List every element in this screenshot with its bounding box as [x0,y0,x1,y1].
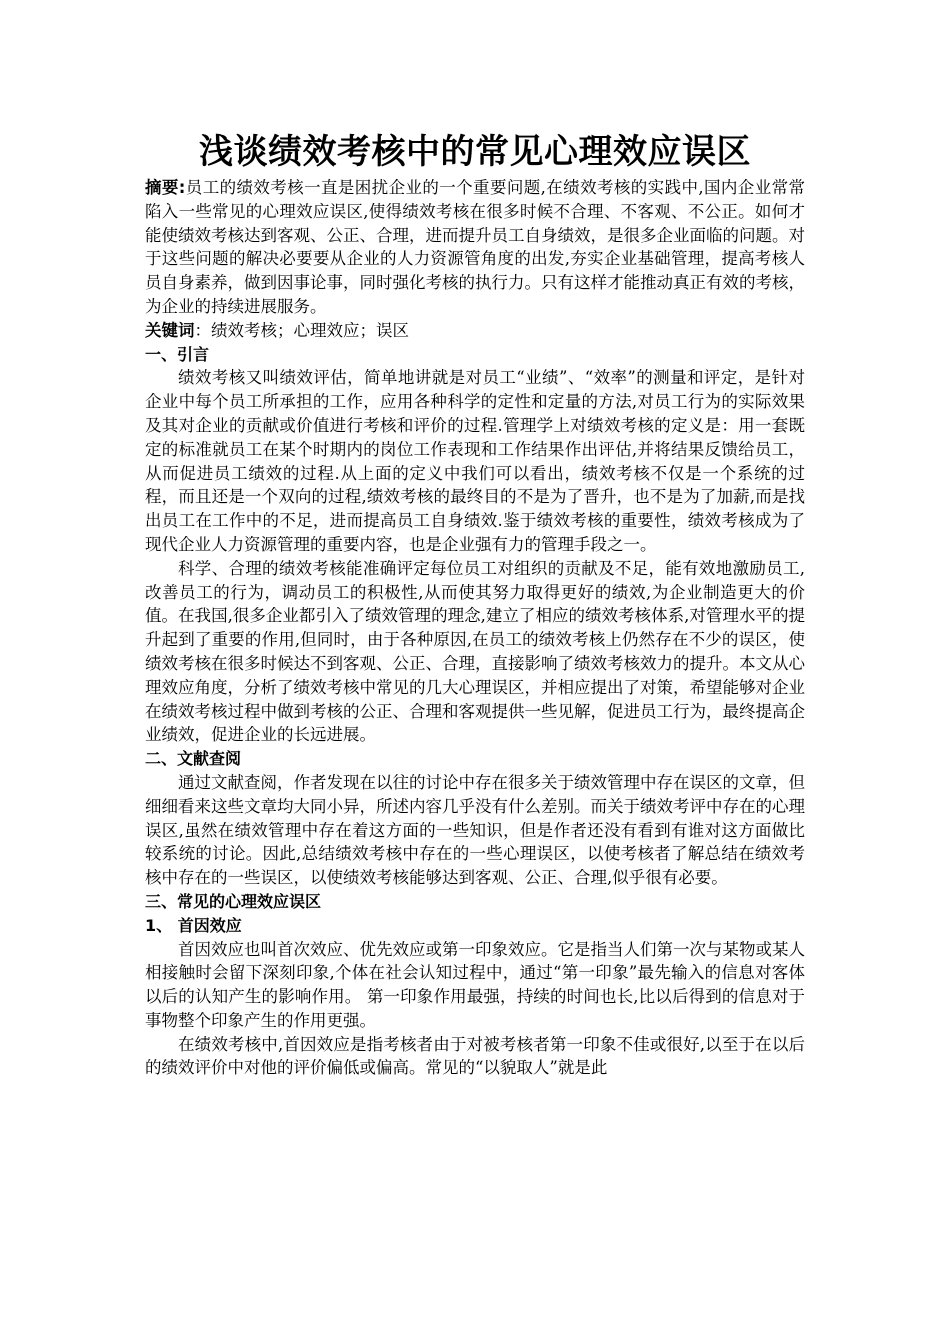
section-heading-common-errors: 三、常见的心理效应误区 [145,891,322,911]
abstract-label: 摘要 [145,178,179,197]
body-paragraph: 首因效应也叫首次效应、优先效应或第一印象效应。它是指当人们第一次与某物或某人相接触时会留下深刻印象,个体在社会认知过程中，通过“第一印象”最先输入的信息对客体以后的认知产生的影响作用。 第一印象作用最强，持续的时间也长,比以后得到的信息对于事物整个印象产生的作用更强。 [145,939,805,1030]
abstract-paragraph [145,176,805,319]
document-page [145,128,805,1328]
body-paragraph: 科学、合理的绩效考核能准确评定每位员工对组织的贡献及不足，能有效地激励员工,改善员工的行为，调动员工的积极性,从而使其努力取得更好的绩效,为企业制造更大的价值。在我国,很多企业都引入了绩效管理的理念,建立了相应的绩效考核体系,对管理水平的提升起到了重要的作用,但同时，由于各种原因,在员工的绩效考核上仍然存在不少的误区，使绩效考核在很多时候达不到客观、公正、合理，直接影响了绩效考核效力的提升。本文从心理效应角度，分析了绩效考核中常见的几大心理误区，并相应提出了对策，希望能够对企业在绩效考核过程中做到考核的公正、合理和客观提供一些见解，促进员工行为，最终提高企业绩效，促进企业的长远进展。 [145,558,805,745]
keywords-text: 绩效考核；心理效应；误区 [211,320,409,340]
body-paragraph: 绩效考核又叫绩效评估，简单地讲就是对员工“业绩”、“效率”的测量和评定，是针对企业中每个员工所承担的工作，应用各种科学的定性和定量的方法,对员工行为的实际效果及其对企业的贡献或价值进行考核和评价的过程.管理学上对绩效考核的定义是：用一套既定的标准就员工在某个时期内的岗位工作表现和工作结果作出评估,并将结果反馈给员工，从而促进员工绩效的过程.从上面的定义中我们可以看出，绩效考核不仅是一个系统的过程，而且还是一个双向的过程,绩效考核的最终目的不是为了晋升，也不是为了加薪,而是找出员工在工作中的不足，进而提高员工自身绩效.鉴于绩效考核的重要性，绩效考核成为了现代企业人力资源管理的重要内容，也是企业强有力的管理手段之一。 [145,368,805,554]
keywords-paragraph [145,319,805,343]
abstract-text: 员工的绩效考核一直是困扰企业的一个重要问题,在绩效考核的实践中,国内企业常常陷入一些常见的心理效应误区,使得绩效考核在很多时候不合理、不客观、不公正。如何才能使绩效考核达到客观、公正、合理，进而提升员工自身绩效，是很多企业面临的问题。对于这些问题的解决必要要从企业的人力资源管角度的出发,夯实企业基础管理，提高考核人员自身素养，做到因事论事，同时强化考核的执行力。只有这样才能推动真正有效的考核，为企业的持续进展服务。 [145,178,805,316]
subsection-heading-primacy-effect: 1、 首因效应 [145,915,242,935]
section-heading-literature: 二、文献查阅 [145,749,242,769]
keywords-separator: ： [194,320,211,340]
section-heading-introduction: 一、引言 [145,344,210,364]
keywords-label: 关键词 [145,320,195,340]
body-paragraph: 通过文献查阅，作者发现在以往的讨论中存在很多关于绩效管理中存在误区的文章，但细细看来这些文章均大同小异，所述内容几乎没有什么差别。而关于绩效考评中存在的心理误区,虽然在绩效管理中存在着这方面的一些知识，但是作者还没有看到有谁对这方面做比较系统的讨论。因此,总结绩效考核中存在的一些心理误区，以使考核者了解总结在绩效考核中存在的一些误区，以使绩效考核能够达到客观、公正、合理,似乎很有必要。 [145,772,805,888]
abstract-separator: : [178,178,186,197]
body-paragraph: 在绩效考核中,首因效应是指考核者由于对被考核者第一印象不佳或很好,以至于在以后的绩效评价中对他的评价偏低或偏高。常见的“以貌取人”就是此 [145,1034,805,1078]
document-title: 浅谈绩效考核中的常见心理效应误区 [199,132,751,172]
